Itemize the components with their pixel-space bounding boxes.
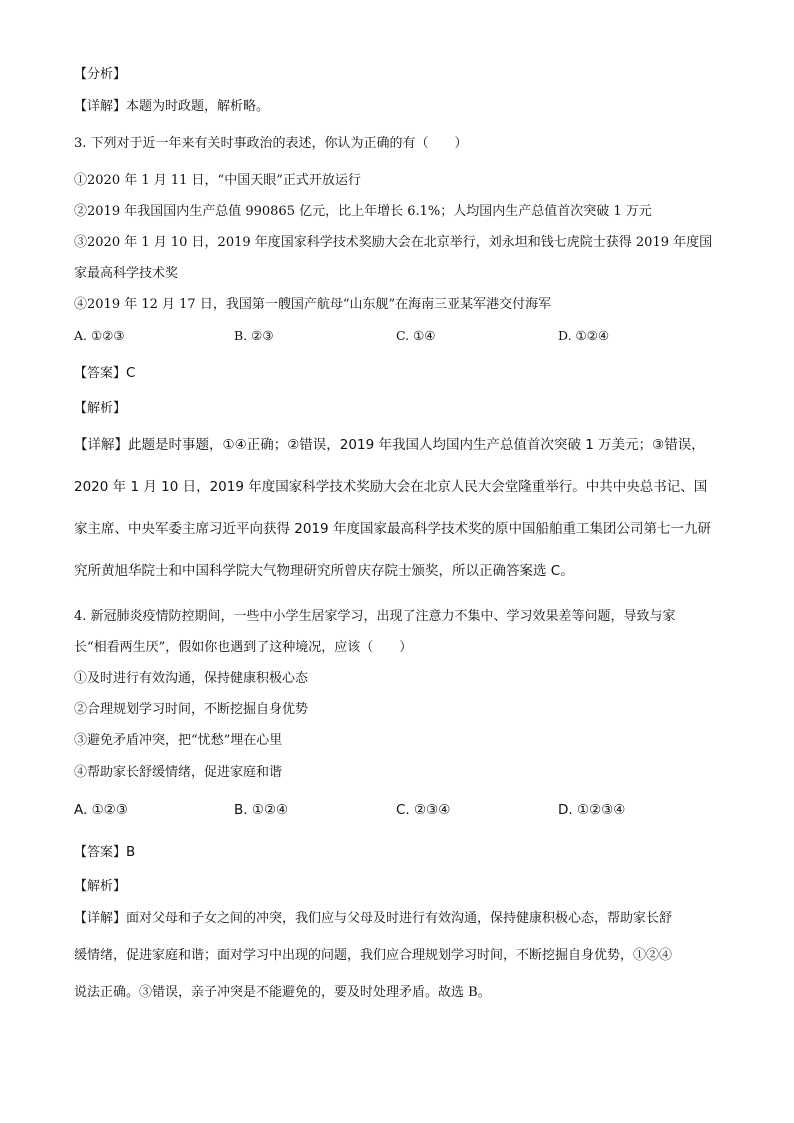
q4-analysis-label: 【解析】 bbox=[74, 879, 127, 894]
q4-detail-line-1: 【详解】面对父母和子女之间的冲突，我们应与父母及时进行有效沟通，保持健康积极心态，帮助家长舒 bbox=[74, 911, 673, 926]
q4-option-c: C. ②③④ bbox=[396, 802, 451, 818]
q4-option-b: B. ①②④ bbox=[234, 802, 289, 818]
q3-answer-label: 【答案】 bbox=[74, 366, 127, 381]
q4-stem-line-1: 4. 新冠肺炎疫情防控期间，一些中小学生居家学习，出现了注意力不集中、学习效果差等问题，导致与家 bbox=[74, 609, 676, 624]
q3-answer-value: C bbox=[126, 365, 136, 381]
q4-answer-label: 【答案】 bbox=[74, 845, 127, 860]
q3-detail-line-3: 家主席、中央军委主席习近平向获得 2019 年度国家最高科学技术奖的原中国船舶重工集团公司第七一九研 bbox=[74, 521, 711, 537]
q3-detail-line-1: 【详解】此题是时事题，①④正确；②错误，2019 年我国人均国内生产总值首次突破 1 万美元；③错误， bbox=[74, 437, 705, 453]
q3-option-d: D. ①②④ bbox=[558, 328, 610, 343]
q3-detail-line-2: 2020 年 1 月 10 日，2019 年度国家科学技术奖励大会在北京人民大会堂隆重举行。中共中央总书记、国 bbox=[74, 479, 708, 495]
detail-top: 【详解】本题为时政题，解析略。 bbox=[74, 99, 270, 114]
q3-stem: 3. 下列对于近一年来有关时事政治的表述，你认为正确的有（ ） bbox=[74, 136, 468, 151]
q4-answer-value: B bbox=[126, 844, 136, 860]
q4-item-2: ②合理规划学习时间，不断挖掘自身优势 bbox=[74, 702, 309, 717]
q3-analysis-label: 【解析】 bbox=[74, 401, 127, 416]
q4-option-d: D. ①②③④ bbox=[558, 802, 626, 818]
q4-option-a: A. ①②③ bbox=[74, 802, 128, 818]
q4-item-1: ①及时进行有效沟通，保持健康积极心态 bbox=[74, 671, 309, 686]
q3-answer bbox=[74, 364, 742, 383]
q3-detail-line-4: 究所黄旭华院士和中国科学院大气物理研究所曾庆存院士颁奖，所以正确答案选 C。 bbox=[74, 563, 574, 579]
q3-item-3: ③2020 年 1 月 10 日，2019 年度国家科学技术奖励大会在北京举行，刘永坦和钱七虎院士获得 2019 年度国 bbox=[74, 235, 713, 250]
q4-answer bbox=[74, 843, 742, 862]
q3-item-4: ④2019 年 12 月 17 日，我国第一艘国产航母“山东舰”在海南三亚某军港交付海军 bbox=[74, 297, 552, 312]
q4-item-4: ④帮助家长舒缓情绪，促进家庭和谐 bbox=[74, 765, 283, 780]
q4-detail-line-3: 说法正确。③错误，亲子冲突是不能避免的，要及时处理矛盾。故选 B。 bbox=[74, 985, 491, 1000]
q4-detail-line-2: 缓情绪，促进家庭和谐；面对学习中出现的问题，我们应合理规划学习时间，不断挖掘自身优势，①②④ bbox=[74, 948, 673, 963]
q4-stem-line-2: 长“相看两生厌”，假如你也遇到了这种境况，应该（ ） bbox=[74, 640, 413, 655]
q3-item-2: ②2019 年我国国内生产总值 990865 亿元，比上年增长 6.1%；人均国内生产总值首次突破 1 万元 bbox=[74, 204, 652, 219]
q3-option-c: C. ①④ bbox=[396, 328, 436, 343]
q3-item-1: ①2020 年 1 月 11 日，“中国天眼”正式开放运行 bbox=[74, 173, 361, 188]
q3-option-a: A. ①②③ bbox=[74, 328, 125, 343]
analysis-tag-top: 【分析】 bbox=[74, 67, 127, 82]
q3-option-b: B. ②③ bbox=[234, 328, 274, 343]
q3-item-3-cont: 家最高科学技术奖 bbox=[74, 266, 179, 281]
q4-item-3: ③避免矛盾冲突，把“忧愁”埋在心里 bbox=[74, 733, 283, 748]
